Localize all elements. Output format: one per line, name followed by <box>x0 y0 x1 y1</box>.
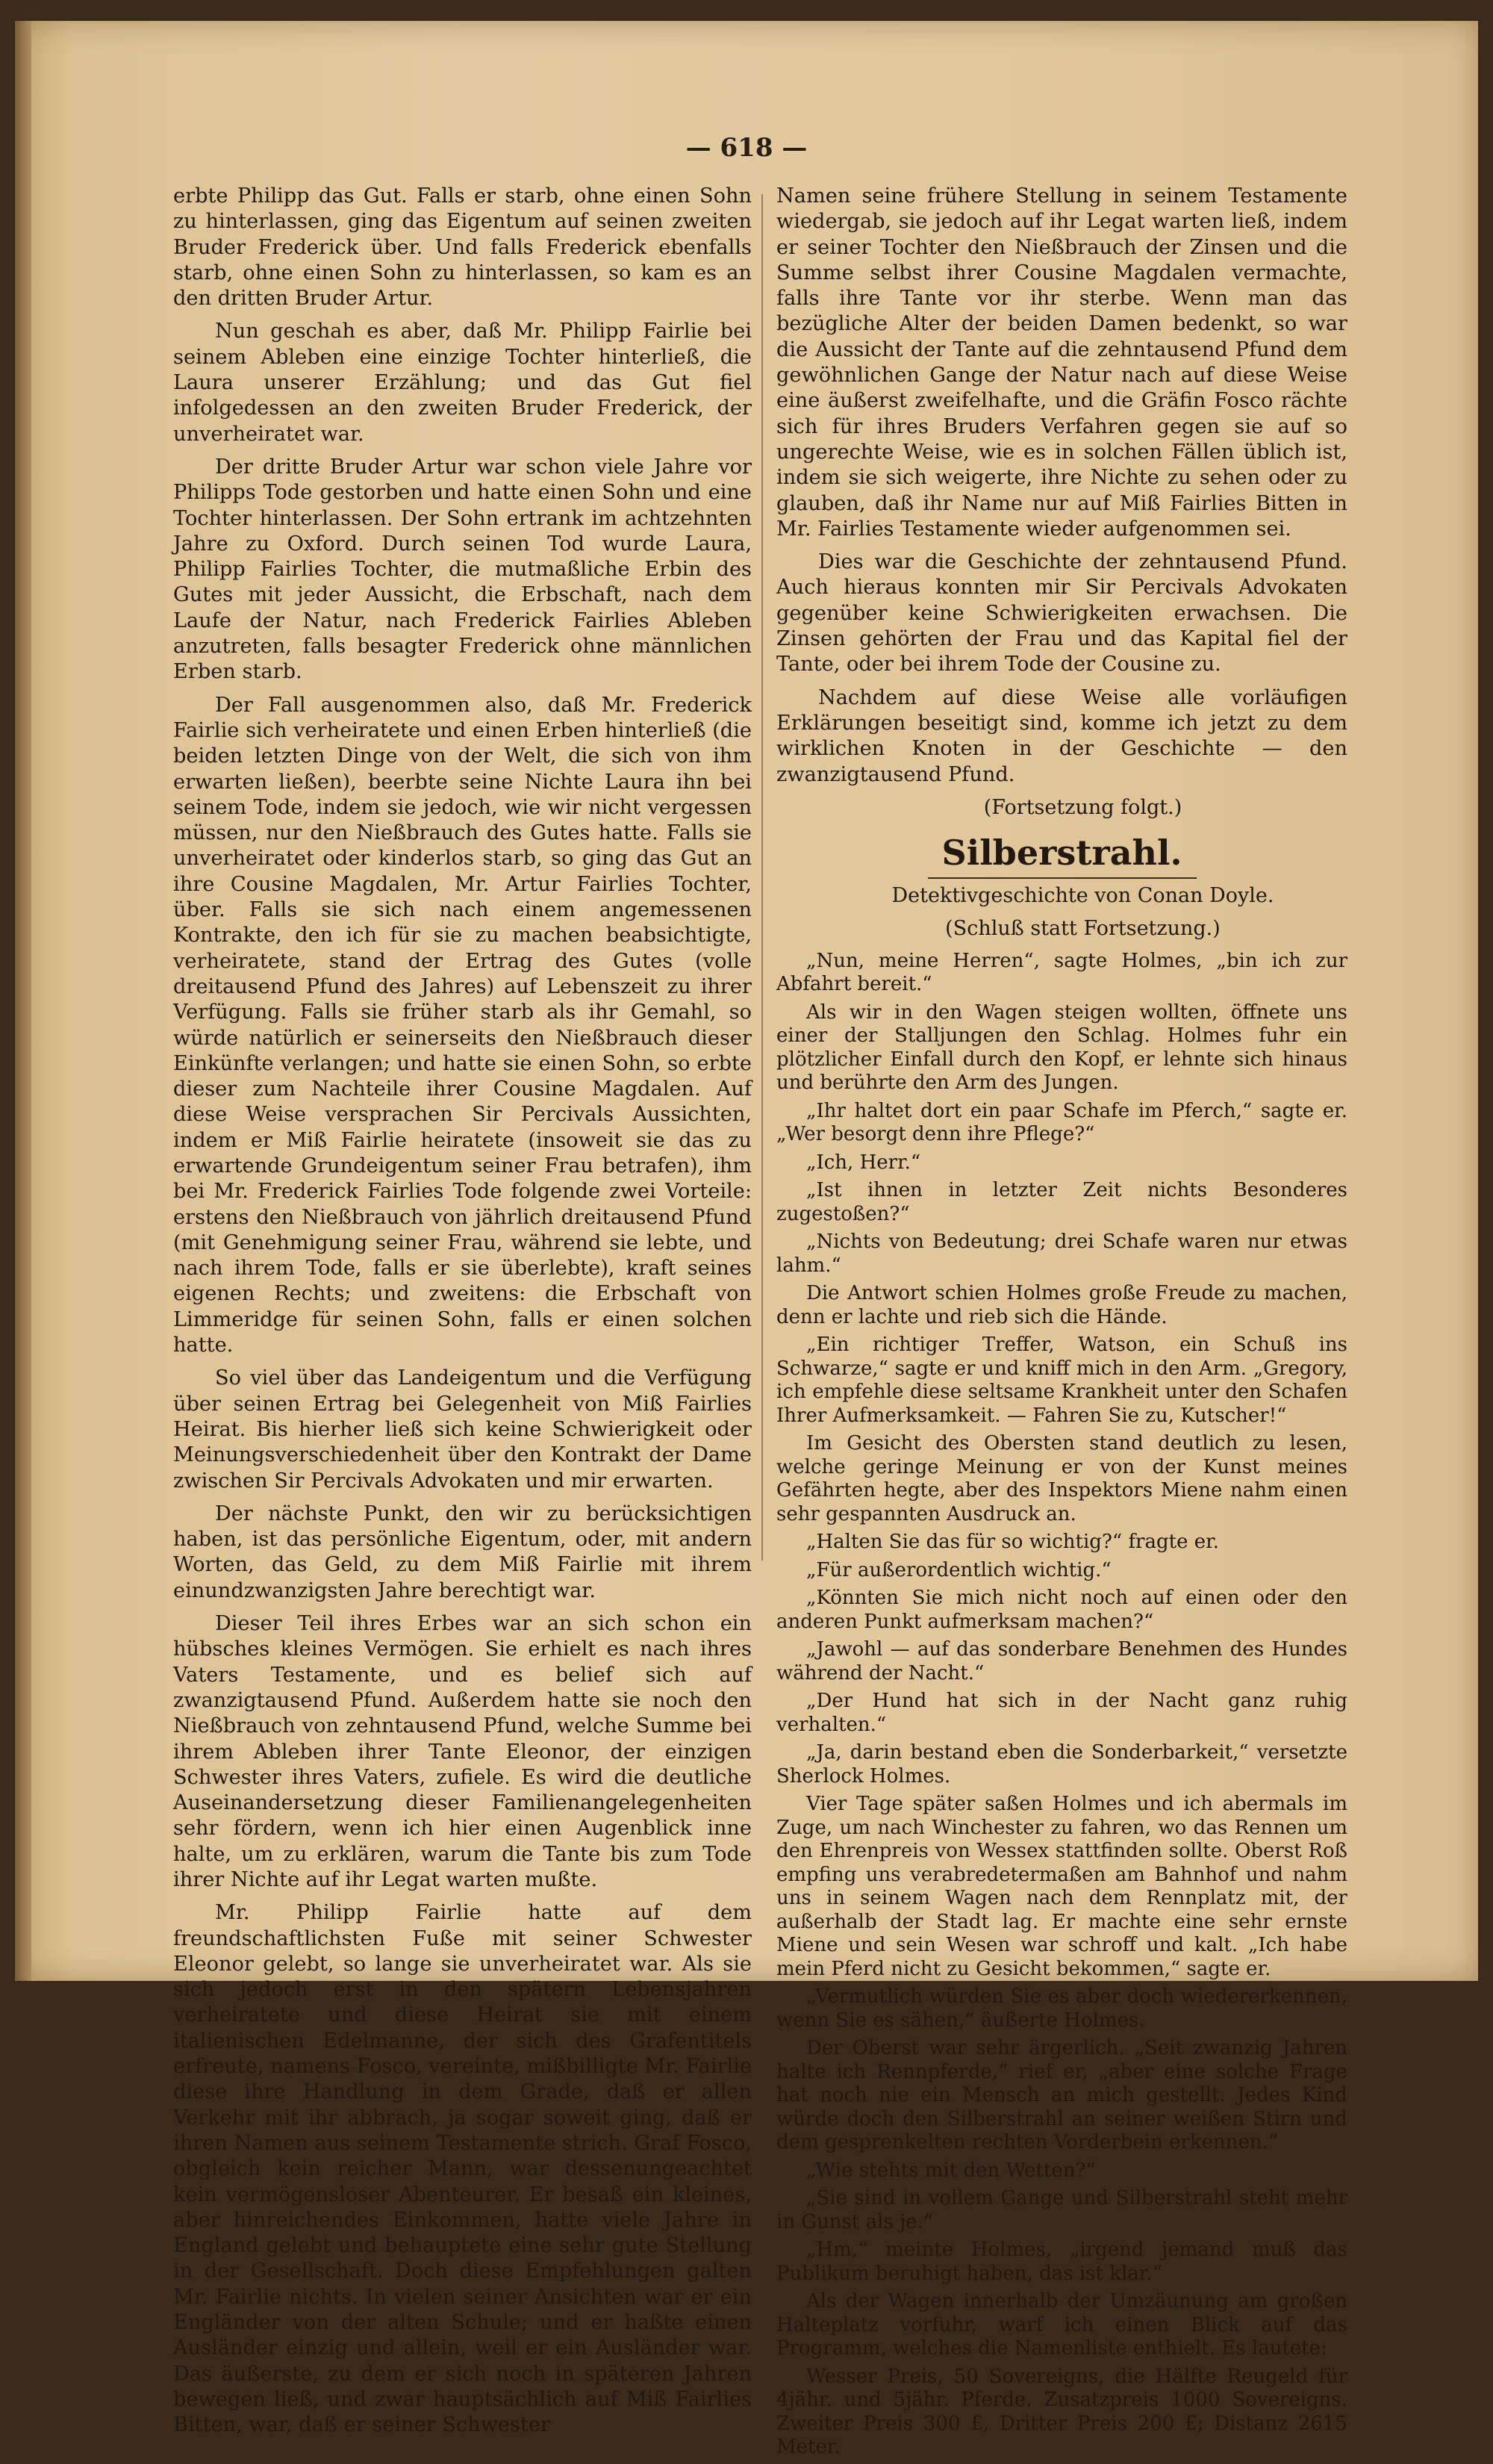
continuation-note: (Fortsetzung folgt.) <box>983 795 1182 819</box>
story-body <box>776 950 1347 2460</box>
story-paragraph: „Für außerordentlich wichtig.“ <box>806 1558 1112 1581</box>
left-paragraph: Mr. Philipp Fairlie hatte auf dem freundschaftlichsten Fuße mit seiner Schwester Eleonor gelebt, so lange sie unverheiratet war. Als sie sich jedoch erst in den spätern Lebensjahren verheiratete und diese Heirat sie mit einem italienischen Edelmanne, der sich des Grafentitels erfreute, namens Fosco, vereinte, mißbilligte Mr. Fairlie diese ihre Handlung in dem Grade, daß er allen Verkehr mit ihr abbrach, ja sogar soweit ging, daß er ihren Namen aus seinem Testamente strich. Graf Fosco, obgleich kein reicher Mann, war dessenungeachtet kein vermögensloser Abenteurer. Er besaß ein kleines, aber hinreichendes Einkommen, hatte viele Jahre in England gelebt und behauptete eine sehr gute Stellung in der Gesellschaft. Doch diese Empfehlungen galten Mr. Fairlie nichts. In vielen seiner Ansichten war er ein Engländer von der alten Schule; und er haßte einen Ausländer einzig und allein, weil er ein Ausländer war. Das äußerste, zu dem er sich noch in späteren Jahren bewegen ließ, und zwar hauptsächlich auf Miß Fairlies Bitten, war, daß er seiner Schwester <box>173 1901 752 2437</box>
right-paragraph: Namen seine frühere Stellung in seinem Testamente wiedergab, sie jedoch auf ihr Legat warten ließ, indem er seiner Tochter den Nießbrauch der Zinsen und die Summe selbst ihrer Cousine Magdalen vermachte, falls ihre Tante vor ihr sterbe. Wenn man das bezügliche Alter der beiden Damen bedenkt, so war die Aussicht der Tante auf die zehntausend Pfund dem gewöhnlichen Gange der Natur nach auf diese Weise eine äußerst zweifelhafte, und die Gräfin Fosco rächte sich für ihres Bruders Verfahren gegen sie auf so ungerechte Weise, wie es in solchen Fällen üblich ist, indem sie sich weigerte, ihre Nichte zu sehen oder zu glauben, daß ihr Name nur auf Miß Fairlies Bitten in Mr. Fairlies Testamente wieder aufgenommen sei. <box>776 184 1347 541</box>
story-paragraph: „Ja, darin bestand eben die Sonderbarkeit,“ versetzte Sherlock Holmes. <box>776 1741 1347 1788</box>
left-paragraph: erbte Philipp das Gut. Falls er starb, ohne einen Sohn zu hinterlassen, ging das Eigentum auf seinen zweiten Bruder Frederick über. Und falls Frederick ebenfalls starb, ohne einen Sohn zu hinterlassen, so kam es an den dritten Bruder Artur. <box>173 184 752 311</box>
right-column <box>776 184 1347 2464</box>
column-divider <box>761 194 763 1561</box>
story-paragraph: Im Gesicht des Obersten stand deutlich zu lesen, welche geringe Meinung er von der Kunst meines Gefährten hegte, aber des Inspektors Miene nahm einen sehr gespannten Ausdruck an. <box>776 1432 1347 1525</box>
story-note: (Schluß statt Fortsetzung.) <box>945 917 1221 941</box>
story-paragraph: „Nun, meine Herren“, sagte Holmes, „bin ich zur Abfahrt bereit.“ <box>776 949 1347 996</box>
left-paragraph: Der nächste Punkt, den wir zu berücksichtigen haben, ist das persönliche Eigentum, oder, mit andern Worten, das Geld, zu dem Miß Fairlie mit ihrem einundzwanzigsten Jahre berechtigt war. <box>173 1502 752 1602</box>
left-paragraph: Nun geschah es aber, daß Mr. Philipp Fairlie bei seinem Ableben eine einzige Tochter hinterließ, die Laura unserer Erzählung; und das Gut fiel infolgedessen an den zweiten Bruder Frederick, der unverheiratet war. <box>173 320 752 446</box>
left-paragraph: So viel über das Landeigentum und die Verfügung über seinen Ertrag bei Gelegenheit von Miß Fairlies Heirat. Bis hierher ließ sich keine Schwierigkeit oder Meinungsverschiedenheit über den Kontrakt der Dame zwischen Sir Percivals Advokaten und mir erwarten. <box>173 1366 752 1493</box>
left-column <box>173 184 752 2446</box>
story-paragraph: „Hm,“ meinte Holmes, „irgend jemand muß das Publikum beruhigt haben, das ist klar.“ <box>776 2239 1347 2285</box>
story-paragraph: Als wir in den Wagen steigen wollten, öffnete uns einer der Stalljungen den Schlag. Holmes fuhr ein plötzlicher Einfall durch den Kopf, er lehnte sich hinaus und berührte den Arm des Jungen. <box>776 1001 1347 1095</box>
newspaper-page <box>15 21 1478 2459</box>
story-paragraph: „Ich, Herr.“ <box>806 1151 921 1174</box>
left-paragraph: Der dritte Bruder Artur war schon viele Jahre vor Philipps Tode gestorben und hatte einen Sohn und eine Tochter hinterlassen. Der Sohn ertrank im achtzehnten Jahre zu Oxford. Durch seinen Tod wurde Laura, Philipp Fairlies Tochter, die mutmaßliche Erbin des Gutes mit jeder Aussicht, die Erbschaft, nach dem Laufe der Natur, nach Frederick Fairlies Ableben anzutreten, falls besagter Frederick ohne männlichen Erben starb. <box>173 455 752 684</box>
story-paragraph: Als der Wagen innerhalb der Umzäunung am großen Halteplatz vorfuhr, warf ich einen Blick auf das Programm, welches die Namenliste enthielt. Es lautete: <box>776 2290 1347 2360</box>
story-paragraph: „Könnten Sie mich nicht noch auf einen oder den anderen Punkt aufmerksam machen?“ <box>776 1587 1347 1633</box>
right-paragraph: Dies war die Geschichte der zehntausend Pfund. Auch hieraus konnten mir Sir Percivals Advokaten gegenüber keine Schwierigkeiten erwachsen. Die Zinsen gehörten der Frau und das Kapital fiel der Tante, oder bei ihrem Tode der Cousine zu. <box>776 550 1347 676</box>
left-paragraph: Dieser Teil ihres Erbes war an sich schon ein hübsches kleines Vermögen. Sie erhielt es nach ihres Vaters Testamente, und es belief sich auf zwanzigtausend Pfund. Außerdem hatte sie noch den Nießbrauch von zehntausend Pfund, welche Summe bei ihrem Ableben ihrer Tante Eleonor, der einzigen Schwester ihres Vaters, zufiele. Es wird die deutliche Auseinandersetzung dieser Familienangelegenheiten sehr fördern, wenn ich hier einen Augenblick inne halte, um zu erklären, warum die Tante bis zum Tode ihrer Nichte auf ihr Legat warten mußte. <box>173 1612 752 1891</box>
story-paragraph: „Sie sind in vollem Gange und Silberstrahl steht mehr in Gunst als je.“ <box>776 2187 1347 2233</box>
story-paragraph: „Ein richtiger Treffer, Watson, ein Schuß ins Schwarze,“ sagte er und kniff mich in den Arm. „Gregory, ich empfehle diese seltsame Krankheit unter den Schafen Ihrer Aufmerksamkeit. — Fahren Sie zu, Kutscher!“ <box>776 1334 1347 1427</box>
page-number: — 618 — <box>685 133 808 163</box>
story-paragraph: „Halten Sie das für so wichtig?“ fragte er. <box>806 1531 1219 1554</box>
book-binding <box>15 21 31 1981</box>
story-paragraph: Vier Tage später saßen Holmes und ich abermals im Zuge, um nach Winchester zu fahren, wo das Rennen um den Ehrenpreis von Wessex stattfinden sollte. Oberst Roß empfing uns verabredetermaßen am Bahnhof und nahm uns in seinem Wagen nach dem Rennplatz mit, der außerhalb der Stadt lag. Er machte eine sehr ernste Miene und sein Wesen war schroff und kalt. „Ich habe mein Pferd nicht zu Gesicht bekommen,“ sagte er. <box>776 1793 1347 1980</box>
title-underline <box>928 877 1197 879</box>
story-title: Silberstrahl. <box>941 833 1182 874</box>
story-paragraph: „Nichts von Bedeutung; drei Schafe waren nur etwas lahm.“ <box>776 1231 1347 1277</box>
story-paragraph: Wesser Preis, 50 Sovereigns, die Hälfte Reugeld für 4jähr. und 5jähr. Pferde. Zusatzpreis 1000 Sovereigns. Zweiter Preis 300 £, Dritter Preis 200 £; Distanz 2615 Meter. <box>776 2365 1347 2459</box>
left-paragraph: Der Fall ausgenommen also, daß Mr. Frederick Fairlie sich verheiratete und einen Erben hinterließ (die beiden letzten Dinge von der Welt, die sich von ihm erwarten ließen), beerbte seine Nichte Laura ihn bei seinem Tode, indem sie jedoch, wie wir nicht vergessen müssen, nur den Nießbrauch des Gutes hatte. Falls sie unverheiratet oder kinderlos starb, so ging das Gut an ihre Cousine Magdalen, Mr. Artur Fairlies Tochter, über. Falls sie sich nach einem angemessenen Kontrakte, den ich für sie zu machen beabsichtigte, verheiratete, stand der Ertrag des Gutes (volle dreitausend Pfund des Jahres) auf Lebenszeit zu ihrer Verfügung. Falls sie früher starb als ihr Gemahl, so würde natürlich er seinerseits den Nießbrauch dieser Einkünfte verlangen; und hatte sie einen Sohn, so erbte dieser zum Nachteile ihrer Cousine Magdalen. Auf diese Weise versprachen Sir Percivals Aussichten, indem er Miß Fairlie heiratete (insoweit sie das zu erwartende Grundeigentum seiner Frau betrafen), ihm bei Mr. Frederick Fairlies Tode folgende zwei Vorteile: erstens den Nießbrauch von jährlich dreitausend Pfund (mit Genehmigung seiner Frau, während sie lebte, und nach ihrem Tode, falls er sie überlebte), kraft seines eigenen Rechts; und zweitens: die Erbschaft von Limmeridge für seinen Sohn, falls er einen solchen hatte. <box>173 693 752 1357</box>
story-paragraph: Die Antwort schien Holmes große Freude zu machen, denn er lachte und rieb sich die Hände. <box>776 1282 1347 1328</box>
story-paragraph: „Der Hund hat sich in der Nacht ganz ruhig verhalten.“ <box>776 1690 1347 1736</box>
story-paragraph: „Ihr haltet dort ein paar Schafe im Pferch,“ sagte er. „Wer besorgt denn ihre Pflege?“ <box>776 1099 1347 1146</box>
story-paragraph: „Jawohl — auf das sonderbare Benehmen des Hundes während der Nacht.“ <box>776 1638 1347 1684</box>
story-paragraph: Der Oberst war sehr ärgerlich. „Seit zwanzig Jahren halte ich Rennpferde,“ rief er, „aber eine solche Frage hat noch nie ein Mensch an mich gestellt. Jedes Kind würde doch den Silberstrahl an seiner weißen Stirn und dem gesprenkelten rechten Vorderbein erkennen.“ <box>776 2037 1347 2154</box>
story-paragraph: „Wie stehts mit den Wetten?“ <box>806 2159 1096 2182</box>
right-paragraph: Nachdem auf diese Weise alle vorläufigen Erklärungen beseitigt sind, komme ich jetzt zu dem wirklichen Knoten in der Geschichte — den zwanzigtausend Pfund. <box>776 685 1347 786</box>
story-subtitle: Detektivgeschichte von Conan Doyle. <box>891 884 1274 908</box>
story-paragraph: „Vermutlich würden Sie es aber doch wiedererkennen, wenn Sie es sähen,“ äußerte Holmes. <box>776 1985 1347 2032</box>
story-paragraph: „Ist ihnen in letzter Zeit nichts Besonderes zugestoßen?“ <box>776 1179 1347 1225</box>
